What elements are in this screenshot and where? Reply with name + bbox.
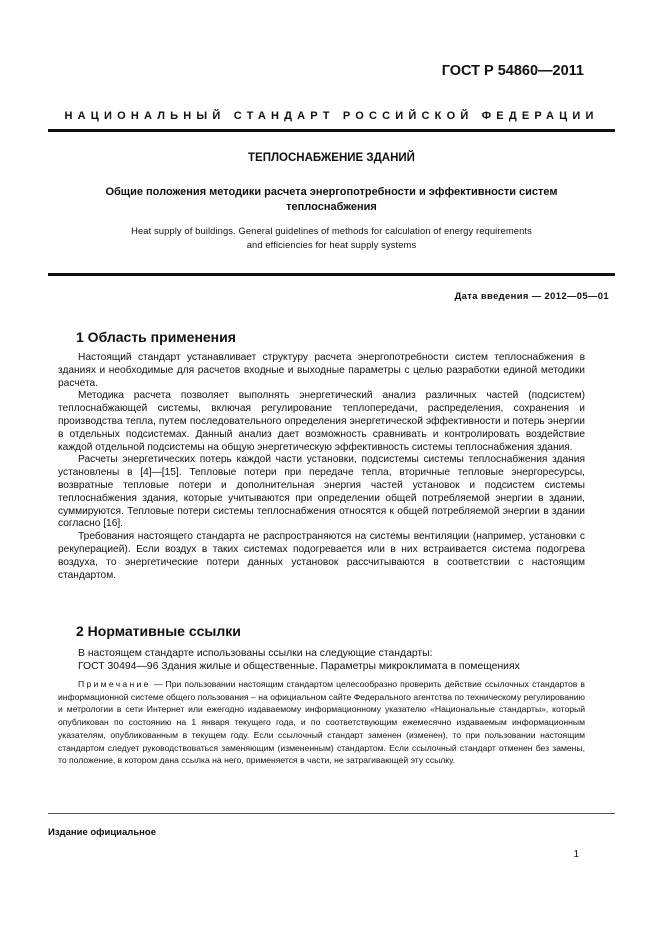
- note-label: Примечание: [78, 679, 151, 689]
- official-edition-label: Издание официальное: [48, 827, 156, 838]
- document-title: ТЕПЛОСНАБЖЕНИЕ ЗДАНИЙ: [248, 152, 415, 164]
- title-divider: [48, 273, 615, 276]
- national-standard-banner: НАЦИОНАЛЬНЫЙ СТАНДАРТ РОССИЙСКОЙ ФЕДЕРАЦИИ: [64, 110, 599, 122]
- paragraph: Методика расчета позволяет выполнять энергетический анализ различных частей (подсистем) теплоснабжающей системы, включая регулирование теплопередачи, распределения, сохранения и производства тепла, путем последовательного определения энергетической эффективности и потерь энергии в отдельных подсистемах. Данный анализ дает возможность сравнивать и контролировать воздействие каждой отдельной подсистемы на общую энергетическую эффективность системы теплоснабжения здания.: [58, 390, 585, 453]
- section-scope-body: [58, 352, 585, 582]
- section-heading-scope: 1 Область применения: [76, 329, 236, 345]
- reference-item: ГОСТ 30494—96 Здания жилые и общественные. Параметры микроклимата в помещениях: [78, 660, 520, 672]
- subtitle-line: Общие положения методики расчета энергопотребности и эффективности систем: [105, 186, 558, 198]
- note-text: — При пользовании настоящим стандартом целесообразно проверить действие ссылочных стандартов в информационной системе общего пользования – на официальном сайте Федерального агентства по техническому регулированию и метрологии в сети Интернет или ежегодно издаваемому информационному указателю «Национальные стандарты», который опубликован по состоянию на 1 января текущего года, и по соответствующим ежемесячно издаваемым информационным указателям, опубликованным в текущем году. Если ссылочный стандарт заменен (изменен), то при пользовании настоящим стандартом следует руководствоваться заменяющим (измененным) стандартом. Если ссылочный стандарт отменен без замены, то положение, в котором дана ссылка на него, применяется в части, не затрагивающей эту ссылку.: [58, 679, 585, 766]
- paragraph: Расчеты энергетических потерь каждой части установки, подсистемы системы теплоснабжения здания установлены в [4]—[15]. Тепловые потери при передаче тепла, вторичные тепловые энергоресурсы, возвратные тепловые потери и дополнительная энергия частей установок и подсистем системы теплоснабжения здания, которые учитываются при определении общей потребляемой энергии в здании, суммируются. Тепловые потери системы теплоснабжения относятся к общей потребляемой энергии в здании согласно [16].: [58, 454, 585, 530]
- paragraph: Настоящий стандарт устанавливает структуру расчета энергопотребности систем теплоснабжения в зданиях и необходимые для расчетов входные и выходные параметры с целью разработки единой методики расчета.: [58, 352, 585, 389]
- paragraph: Требования настоящего стандарта не распространяются на системы вентиляции (например, установки с рекуперацией). Если воздух в таких системах подогревается или в них встраивается система подогрева воздуха, то энергетические потери данных установок рассчитываются в соответствии с настоящим стандартом.: [58, 531, 585, 581]
- english-title-line: Heat supply of buildings. General guidelines of methods for calculation of energy requirements: [131, 225, 532, 236]
- reference-note: [58, 678, 585, 767]
- header-divider: [48, 129, 615, 132]
- references-intro: В настоящем стандарте использованы ссылки на следующие стандарты:: [78, 648, 433, 659]
- footer-divider: [48, 813, 615, 814]
- document-subtitle: [80, 185, 583, 215]
- section-heading-references: 2 Нормативные ссылки: [76, 623, 241, 639]
- page-number: 1: [573, 849, 579, 860]
- subtitle-line: теплоснабжения: [286, 201, 377, 213]
- english-title: [80, 224, 583, 252]
- references-list: [78, 648, 585, 674]
- english-title-line: and efficiencies for heat supply systems: [246, 239, 417, 250]
- introduction-date: Дата введения — 2012—05—01: [454, 290, 609, 301]
- document-code: ГОСТ Р 54860—2011: [441, 63, 584, 79]
